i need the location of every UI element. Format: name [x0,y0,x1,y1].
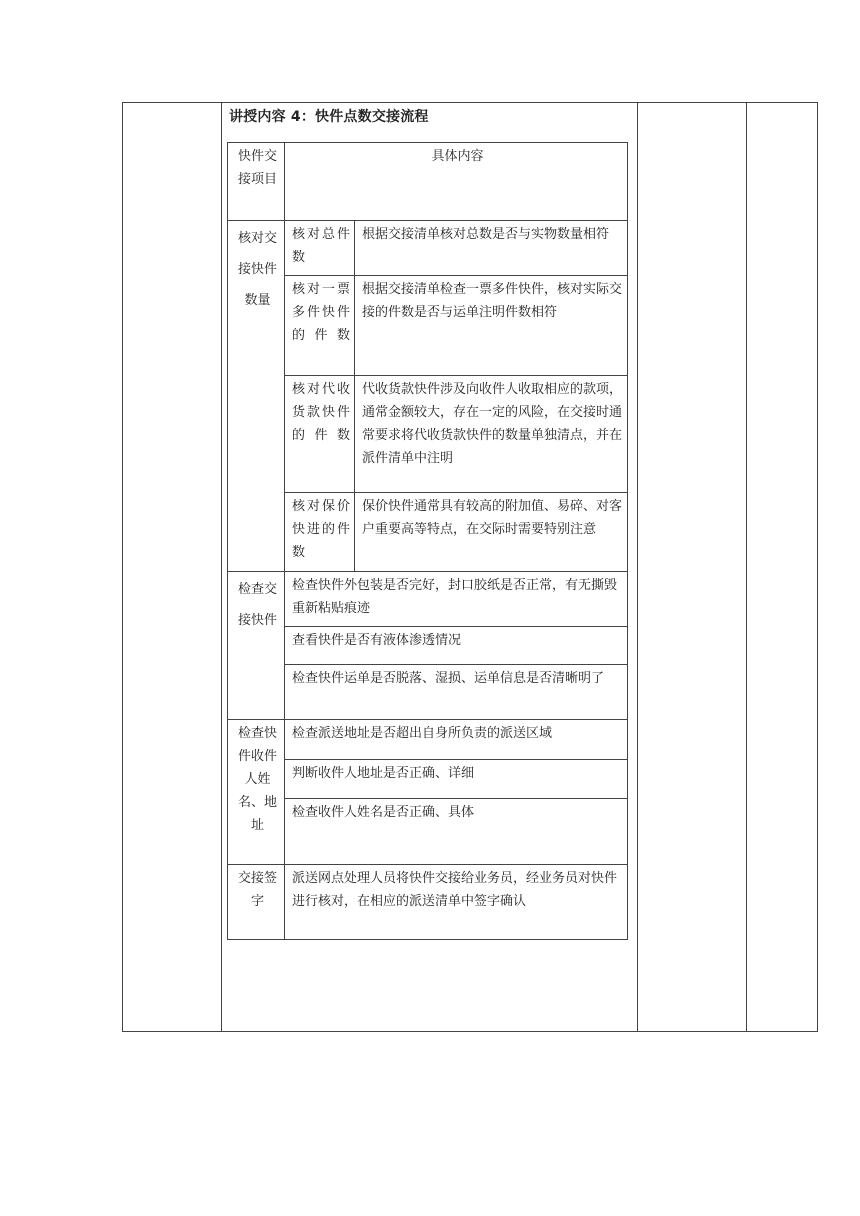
sub-item: 核对一票多件快件的件数 [285,276,355,376]
item-description: 保价快件通常具有较高的附加值、易碎、对客户重要高等特点，在交际时需要特别注意 [355,493,628,572]
item-description: 检查收件人姓名是否正确、具体 [285,799,628,865]
header-item-cell: 快件交接项目 [228,143,285,221]
header-content-cell: 具体内容 [285,143,628,221]
item-description: 代收货款快件涉及向收件人收取相应的款项，通常金额较大，存在一定的风险，在交接时通常要求将代收货款快件的数量单独清点，并在派件清单中注明 [355,376,628,493]
sub-item: 核对总件数 [285,221,355,276]
item-description: 根据交接清单核对总数是否与实物数量相符 [355,221,628,276]
table-row [228,627,628,665]
category-quantity: 核对交接快件数量 [228,221,285,572]
table-row [228,865,628,940]
table-row [228,221,628,276]
table-row [228,376,628,493]
item-description: 检查快件运单是否脱落、湿损、运单信息是否清晰明了 [285,665,628,720]
table-row [228,760,628,799]
column-divider-1 [221,103,222,1031]
table-row [228,493,628,572]
lesson-heading: 讲授内容 4：快件点数交接流程 [229,109,429,125]
item-description: 根据交接清单检查一票多件快件，核对实际交接的件数是否与运单注明件数相符 [355,276,628,376]
sub-item: 核对保价快进的件数 [285,493,355,572]
item-description: 查看快件是否有液体渗透情况 [285,627,628,665]
category-inspect-parcel: 检查交接快件 [228,572,285,720]
category-recipient: 检查快件收件人姓名、地址 [228,720,285,865]
item-description: 检查快件外包装是否完好，封口胶纸是否正常，有无撕毁重新粘贴痕迹 [285,572,628,627]
header-row [228,143,628,221]
category-sign: 交接签字 [228,865,285,940]
table-row [228,665,628,720]
item-description: 派送网点处理人员将快件交接给业务员，经业务员对快件进行核对，在相应的派送清单中签字确认 [285,865,628,940]
table-row [228,276,628,376]
column-divider-3 [746,103,747,1031]
handover-process-table [227,142,628,940]
item-description: 判断收件人地址是否正确、详细 [285,760,628,799]
table-row [228,799,628,865]
sub-item: 核对代收货款快件的件数 [285,376,355,493]
column-divider-2 [637,103,638,1031]
table-row [228,720,628,760]
table-row [228,572,628,627]
item-description: 检查派送地址是否超出自身所负责的派送区域 [285,720,628,760]
